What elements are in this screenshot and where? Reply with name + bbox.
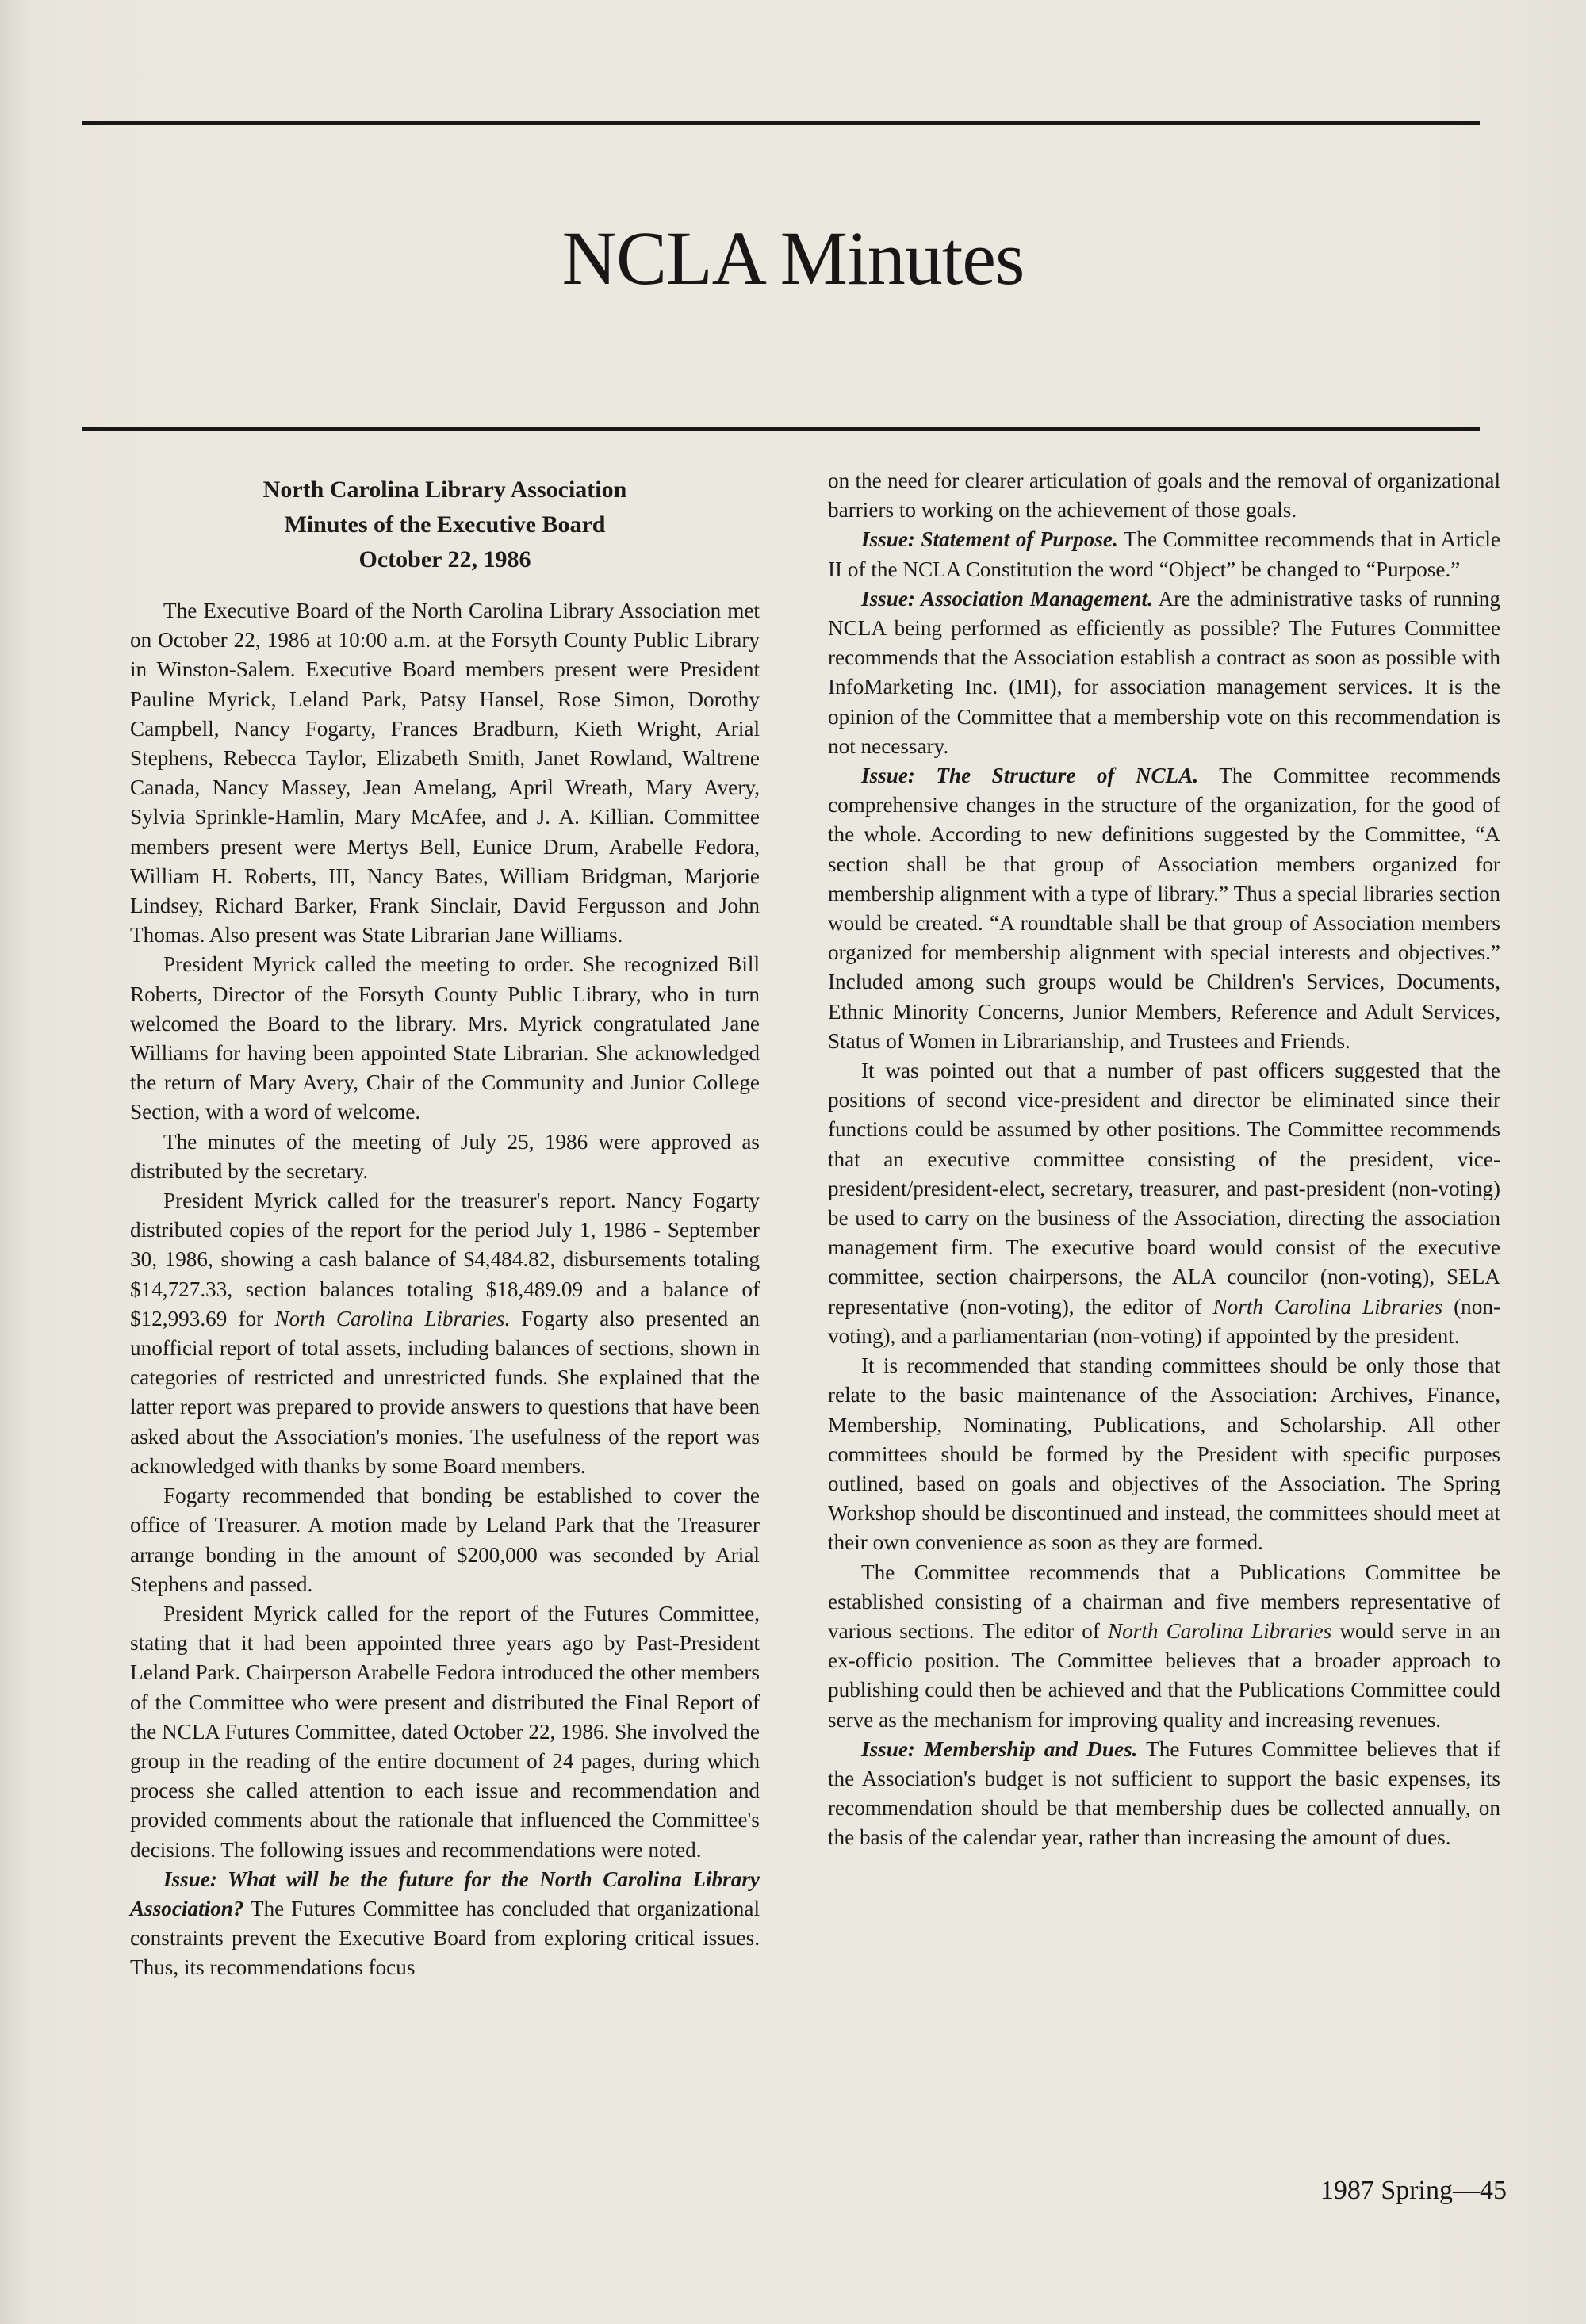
right-column [828, 466, 1500, 1853]
journal-title: North Carolina Libraries [1108, 1618, 1332, 1643]
issue-structure-text: The Committee recommends comprehensive changes in the structure of the organization, for the good of the whole. According to new definitions suggested by the Committee, “A section shall be that group of Association members organized for membership alignment with a type of library.” Thus a special libraries section would be created. “A roundtable shall be that group of Association members organized for membership alignment with special interests and objectives.” Included among such groups would be Children's Services, Documents, Ethnic Minority Concerns, Junior Members, Reference and Adult Services, Status of Women in Librarianship, and Trustees and Friends. [828, 764, 1500, 1053]
officers-text-2: (non-voting), and a parliamentarian (non-voting) if appointed by the president. [828, 1294, 1500, 1348]
issue-structure-label: Issue: The Structure of NCLA. [861, 764, 1199, 788]
paragraph-minutes-approved: The minutes of the meeting of July 25, 1986 were approved as distributed by the secretary. [130, 1129, 760, 1183]
treasurer-text-2: Fogarty also presented an unofficial report of total assets, including balances of sections, shown in categories of restricted and unrestricted funds. She explained that the latter report was prepared to provide answers to questions that have been asked about the Association's monies. The usefulness of the report was acknowledged with thanks by some Board members. [130, 1306, 760, 1478]
officers-text-1: It was pointed out that a number of past officers suggested that the positions of second vice-president and director be eliminated since their functions could be assumed by other positions. The Committee recommends that an executive committee consisting of the president, vice-president/president-elect, secretary, treasurer, and past-president (non-voting) be used to carry on the business of the Association, directing the association management firm. The executive board would consist of the executive committee, section chairpersons, the ALA councilor (non-voting), SELA representative (non-voting), the editor of [828, 1059, 1500, 1319]
journal-title: North Carolina Libraries. [274, 1306, 511, 1330]
paragraph-issue-dues [828, 1735, 1500, 1853]
paragraph-officers [828, 1056, 1500, 1351]
page-title: NCLA Minutes [561, 216, 1025, 301]
issue-future-label: Issue: What will be the future for the North Carolina Library Association? [130, 1866, 760, 1920]
paragraph-issue-future [130, 1865, 760, 1983]
paragraph-attendance: The Executive Board of the North Carolina Library Association met on October 22, 1986 at 10:00 a.m. at the Forsyth County Public Library in Winston-Salem. Executive Board members present were President Pauline Myrick, Leland Park, Patsy Hansel, Rose Simon, Dorothy Campbell, Nancy Fogarty, Frances Bradburn, Kieth Wright, Arial Stephens, Rebecca Taylor, Elizabeth Smith, Janet Rowland, Waltrene Canada, Nancy Massey, Jean Amelang, April Wreath, Mary Avery, Sylvia Sprinkle-Hamlin, Mary McAfee, and J. A. Killian. Committee members present were Mertys Bell, Eunice Drum, Arabelle Fedora, William H. Roberts, III, Nancy Bates, William Bridgman, Marjorie Lindsey, Richard Barker, Frank Sinclair, David Fergusson and John Thomas. Also present was State Librarian Jane Williams. [130, 599, 760, 948]
heading-board: Minutes of the Executive Board [284, 511, 606, 538]
issue-purpose-text: The Committee recommends that in Article II of the NCLA Constitution the word “Object” be changed to “Purpose.” [828, 527, 1500, 581]
title-bottom-rule [82, 427, 1480, 431]
issue-management-label: Issue: Association Management. [861, 586, 1153, 611]
publications-text-2: would serve in an ex-officio position. The Committee believes that a broader approach to publishing could then be achieved and that the Publications Committee could serve as the mechanism for improving quality and increasing revenues. [828, 1618, 1500, 1732]
issue-management-text: Are the administrative tasks of running NCLA being performed as efficiently as possible? The Futures Committee recommends that the Association establish a contract as soon as possible with InfoMarketing Inc. (IMI), for association management services. It is the opinion of the Committee that a membership vote on this recommendation is not necessary. [828, 586, 1500, 758]
minutes-heading [130, 473, 760, 577]
paragraph-futures-committee: President Myrick called for the report of the Futures Committee, stating that it had been appointed three years ago by Past-President Leland Park. Chairperson Arabelle Fedora introduced the other members of the Committee who were present and distributed the Final Report of the NCLA Futures Committee, dated October 22, 1986. She involved the group in the reading of the entire document of 24 pages, during which process she called attention to each issue and recommendation and provided comments about the rationale that influenced the Committee's decisions. The following issues and recommendations were noted. [130, 1601, 760, 1862]
issue-dues-text: The Futures Committee believes that if the Association's budget is not sufficient to support the basic expenses, its recommendation should be that membership dues be collected annually, on the basis of the calendar year, rather than increasing the amount of dues. [828, 1736, 1501, 1850]
paragraph-issue-management [828, 584, 1500, 761]
publications-text-1: The Committee recommends that a Publications Committee be established consisting of a chairman and five members representative of various sections. The editor of [828, 1560, 1500, 1643]
paragraph-standing-committees: It is recommended that standing committees should be only those that relate to the basic maintenance of the Association: Archives, Finance, Membership, Nominating, Publications, and Scholarship. All other committees should be formed by the President with specific purposes outlined, based on goals and objectives of the Association. The Spring Workshop should be discontinued and instead, the committees should meet at their own convenience as soon as they are formed. [828, 1353, 1500, 1555]
issue-purpose-label: Issue: Statement of Purpose. [861, 527, 1118, 552]
journal-title: North Carolina Libraries [1212, 1294, 1443, 1319]
top-rule [82, 121, 1480, 125]
issue-future-text: The Futures Committee has concluded that organizational constraints prevent the Executive Board from exploring critical issues. Thus, its recommendations focus [130, 1896, 760, 1980]
page-number: 1987 Spring—45 [1320, 2176, 1507, 2205]
issue-dues-label: Issue: Membership and Dues. [861, 1736, 1138, 1761]
paragraph-issue-purpose [828, 525, 1500, 584]
heading-organization: North Carolina Library Association [262, 477, 627, 503]
paragraph-bonding: Fogarty recommended that bonding be established to cover the office of Treasurer. A motion made by Leland Park that the Treasurer arrange bonding in the amount of $200,000 was seconded by Arial Stephens and passed. [130, 1484, 760, 1596]
left-column [130, 473, 760, 1983]
treasurer-text-1: President Myrick called for the treasurer's report. Nancy Fogarty distributed copies of the report for the period July 1, 1986 - September 30, 1986, showing a cash balance of $4,484.82, disbursements totaling $14,727.33, section balances totaling $18,489.09 and a balance of $12,993.69 for [130, 1189, 760, 1330]
paragraph-treasurer-report [130, 1186, 760, 1481]
paragraph-call-to-order: President Myrick called the meeting to order. She recognized Bill Roberts, Director of the Forsyth County Public Library, who in turn welcomed the Board to the library. Mrs. Myrick congratulated Jane Williams for having been appointed State Librarian. She acknowledged the return of Mary Avery, Chair of the Community and Junior College Section, with a word of welcome. [130, 952, 760, 1124]
paragraph-publications [828, 1558, 1500, 1735]
paragraph-continuation: on the need for clearer articulation of goals and the removal of organizational barriers to working on the achievement of those goals. [828, 469, 1500, 523]
heading-date: October 22, 1986 [358, 546, 531, 572]
paragraph-issue-structure [828, 761, 1500, 1056]
